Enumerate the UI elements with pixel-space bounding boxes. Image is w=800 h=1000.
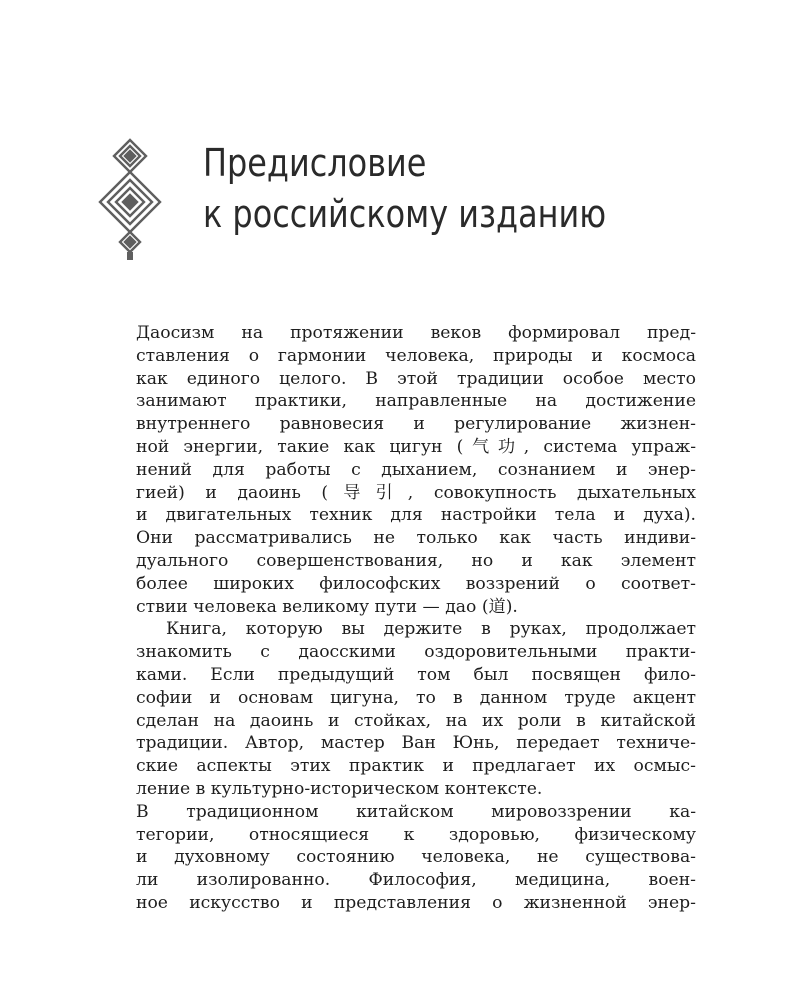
text-line: ставления о гармонии человека, природы и космоса: [136, 345, 696, 366]
body-text: [136, 322, 696, 915]
diamond-ornament-icon: [98, 138, 162, 266]
text-line: дуального совершенствования, но и как элемент: [136, 550, 696, 571]
text-line: софии и основам цигуна, то в данном труде акцент: [136, 687, 696, 708]
text-line: ной энергии, такие как цигун (气功, система упраж-: [136, 436, 696, 457]
text-line: внутреннего равновесия и регулирование жизнен-: [136, 414, 696, 435]
text-line: ное искусство и представления о жизненной энер-: [136, 892, 696, 913]
text-line: более широких философских воззрений о соответ-: [136, 573, 696, 594]
chapter-title-line2: к российскому изданию: [203, 192, 607, 236]
text-line: Книга, которую вы держите в руках, продолжает: [166, 619, 696, 640]
text-line: ление в культурно-историческом контексте.: [136, 778, 543, 799]
chapter-title-line1: Предисловие: [203, 141, 427, 185]
text-line: Они рассматривались не только как часть индиви-: [136, 528, 696, 549]
text-line: В традиционном китайском мировоззрении ка-: [136, 801, 696, 822]
text-line: ские аспекты этих практик и предлагает их осмыс-: [136, 756, 696, 777]
text-line: и двигательных техник для настройки тела и духа).: [136, 505, 696, 526]
text-line: ли изолированно. Философия, медицина, воен-: [136, 870, 696, 891]
text-line: занимают практики, направленные на достижение: [136, 391, 696, 412]
text-line: ствии человека великому пути — дао (道).: [136, 596, 518, 617]
text-line: сделан на даоинь и стойках, на их роли в китайской: [136, 710, 696, 731]
text-line: Даосизм на протяжении веков формировал пред-: [136, 323, 696, 343]
text-line: знакомить с даосскими оздоровительными практи-: [136, 642, 696, 663]
text-line: нений для работы с дыханием, сознанием и энер-: [136, 459, 696, 480]
chapter-title: [203, 138, 606, 240]
text-line: и духовному состоянию человека, не существова-: [136, 847, 696, 868]
text-line: ками. Если предыдущий том был посвящен фило-: [136, 664, 696, 685]
text-line: гией) и даоинь (导引, совокупность дыхательных: [136, 482, 696, 503]
text-line: как единого целого. В этой традиции особое место: [136, 368, 696, 389]
text-line: традиции. Автор, мастер Ван Юнь, передает техниче-: [136, 733, 696, 754]
text-line: тегории, относящиеся к здоровью, физическому: [136, 824, 696, 845]
